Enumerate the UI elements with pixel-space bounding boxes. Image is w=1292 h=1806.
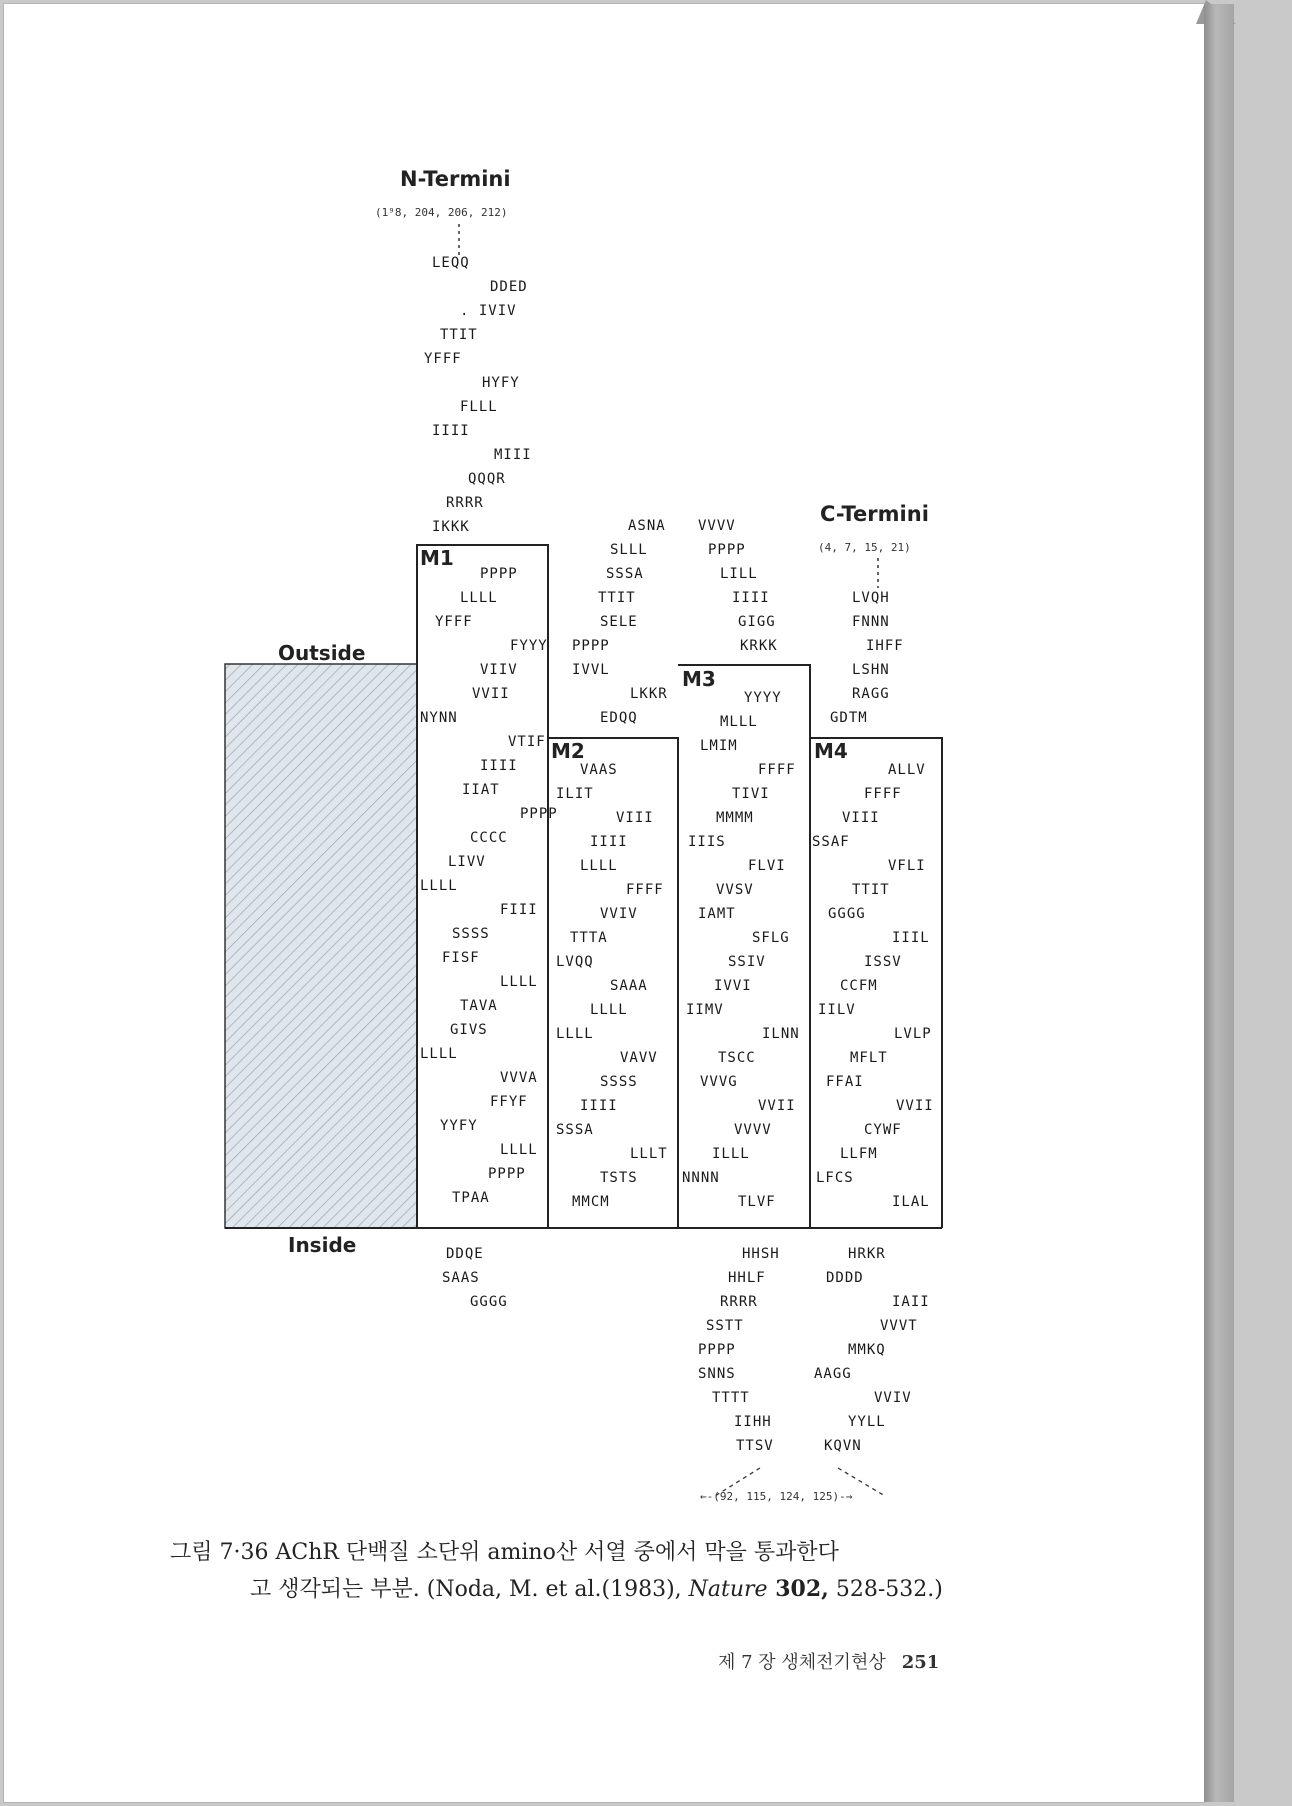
sequence-row: FFAI xyxy=(826,1074,864,1090)
sequence-row: IKKK xyxy=(432,519,470,535)
sequence-row: LVLP xyxy=(894,1026,932,1042)
sequence-row: FYYY xyxy=(510,638,548,654)
sequence-row: LMIM xyxy=(700,738,738,754)
caption-line-2-text: 고 생각되는 부분. (Noda, M. et al.(1983), xyxy=(250,1577,689,1602)
sequence-row: LLLL xyxy=(580,858,618,874)
caption-volume: 302, xyxy=(767,1576,829,1602)
sequence-row: IAII xyxy=(892,1294,930,1310)
sequence-row: ILAL xyxy=(892,1194,930,1210)
sequence-row: NNNN xyxy=(682,1170,720,1186)
sequence-row: . IVIV xyxy=(460,303,517,319)
segment-label-m1: M1 xyxy=(420,546,454,570)
segment-label-m3: M3 xyxy=(682,667,716,691)
sequence-row: MMMM xyxy=(716,810,754,826)
sequence-row: VTIF xyxy=(508,734,546,750)
sequence-row: RRRR xyxy=(446,495,484,511)
sequence-row: LILL xyxy=(720,566,758,582)
sequence-row: TSCC xyxy=(718,1050,756,1066)
sequence-row: LLLL xyxy=(500,1142,538,1158)
sequence-row: VVII xyxy=(896,1098,934,1114)
page-number: 251 xyxy=(901,1652,940,1673)
sequence-row: FFFF xyxy=(626,882,664,898)
sequence-row: FIII xyxy=(500,902,538,918)
caption-line-1: 그림 7·36 AChR 단백질 소단위 amino산 서열 중에서 막을 통과한다 xyxy=(170,1540,839,1565)
sequence-row: LLLL xyxy=(556,1026,594,1042)
sequence-row: CYWF xyxy=(864,1122,902,1138)
sequence-row: NYNN xyxy=(420,710,458,726)
sequence-row: VIII xyxy=(616,810,654,826)
sequence-row: IIHH xyxy=(734,1414,772,1430)
caption-pages: 528-532.) xyxy=(828,1577,943,1602)
sequence-row: MMKQ xyxy=(848,1342,886,1358)
sequence-row: LLFM xyxy=(840,1146,878,1162)
sequence-row: LLLL xyxy=(590,1002,628,1018)
c-termini-title: C-Termini xyxy=(820,502,929,526)
sequence-row: IIMV xyxy=(686,1002,724,1018)
sequence-row: VVIV xyxy=(874,1390,912,1406)
sequence-row: TTTT xyxy=(712,1390,750,1406)
sequence-row: FFFF xyxy=(758,762,796,778)
sequence-row: TTSV xyxy=(736,1438,774,1454)
sequence-row: CCFM xyxy=(840,978,878,994)
sequence-row: SSTT xyxy=(706,1318,744,1334)
sequence-row: LLLT xyxy=(630,1146,668,1162)
sequence-row: SSSS xyxy=(600,1074,638,1090)
sequence-row: VVVG xyxy=(700,1074,738,1090)
sequence-row: VIIV xyxy=(480,662,518,678)
sequence-row: ALLV xyxy=(888,762,926,778)
chapter-title: 제 7 장 생체전기현상 xyxy=(718,1652,886,1673)
sequence-row: VVVV xyxy=(698,518,736,534)
sequence-row: MLLL xyxy=(720,714,758,730)
sequence-row: HHSH xyxy=(742,1246,780,1262)
sequence-row: ASNA xyxy=(628,518,666,534)
sequence-row: VVSV xyxy=(716,882,754,898)
outside-label: Outside xyxy=(278,641,366,665)
sequence-row: LFCS xyxy=(816,1170,854,1186)
sequence-row: LVQQ xyxy=(556,954,594,970)
caption-line-2 xyxy=(170,1571,1070,1608)
sequence-row: VIII xyxy=(842,810,880,826)
sequence-row: SLLL xyxy=(610,542,648,558)
sequence-row: CCCC xyxy=(470,830,508,846)
sequence-row: PPPP xyxy=(572,638,610,654)
m4-inside-sequence xyxy=(814,1246,930,1454)
sequence-row: SELE xyxy=(600,614,638,630)
sequence-row: VFLI xyxy=(888,858,926,874)
sequence-row: TSTS xyxy=(600,1170,638,1186)
sequence-row: LIVV xyxy=(448,854,486,870)
sequence-row: TPAA xyxy=(452,1190,490,1206)
sequence-row: TLVF xyxy=(738,1194,776,1210)
sequence-row: IIII xyxy=(580,1098,618,1114)
sequence-row: IVVI xyxy=(714,978,752,994)
sequence-row: SAAA xyxy=(610,978,648,994)
sequence-row: IIIS xyxy=(688,834,726,850)
sequence-row: AAGG xyxy=(814,1366,852,1382)
sequence-row: DDQE xyxy=(446,1246,484,1262)
sequence-row: LEQQ xyxy=(432,255,470,271)
sequence-row: YYLL xyxy=(848,1414,886,1430)
m3-sequence xyxy=(682,690,800,1210)
m2-outside-sequence xyxy=(572,518,668,726)
m3-box xyxy=(678,665,810,1228)
m3-outside-sequence xyxy=(698,518,778,654)
sequence-row: FFFF xyxy=(864,786,902,802)
sequence-row: VAAS xyxy=(580,762,618,778)
sequence-row: SFLG xyxy=(752,930,790,946)
sequence-row: HRKR xyxy=(848,1246,886,1262)
sequence-row: TTIT xyxy=(852,882,890,898)
sequence-row: LKKR xyxy=(630,686,668,702)
sequence-row: IILV xyxy=(818,1002,856,1018)
sequence-row: IIIL xyxy=(892,930,930,946)
sequence-row: VVVV xyxy=(734,1122,772,1138)
sequence-row: KQVN xyxy=(824,1438,862,1454)
c-termini-ref: (4, 7, 15, 21) xyxy=(818,541,911,554)
sequence-row: IHFF xyxy=(866,638,904,654)
sequence-row: VVVA xyxy=(500,1070,538,1086)
sequence-row: PPPP xyxy=(480,566,518,582)
sequence-row: TTTA xyxy=(570,930,608,946)
sequence-row: FFYF xyxy=(490,1094,528,1110)
sequence-row: DDED xyxy=(490,279,528,295)
sequence-row: FISF xyxy=(442,950,480,966)
sequence-row: PPPP xyxy=(488,1166,526,1182)
sequence-row: LLLL xyxy=(460,590,498,606)
sequence-row: HYFY xyxy=(482,375,520,391)
sequence-row: KRKK xyxy=(740,638,778,654)
sequence-row: MIII xyxy=(494,447,532,463)
sequence-row: MMCM xyxy=(572,1194,610,1210)
sequence-row: SNNS xyxy=(698,1366,736,1382)
sequence-row: TAVA xyxy=(460,998,498,1014)
n-termini-ref: (1⁹8, 204, 206, 212) xyxy=(375,206,508,219)
sequence-row: PPPP xyxy=(520,806,558,822)
m1-inside-sequence xyxy=(442,1246,508,1310)
sequence-row: MFLT xyxy=(850,1050,888,1066)
m2-sequence xyxy=(556,762,668,1210)
sequence-row: VVIV xyxy=(600,906,638,922)
sequence-row: VAVV xyxy=(620,1050,658,1066)
sequence-row: YYYY xyxy=(744,690,782,706)
sequence-row: ILIT xyxy=(556,786,594,802)
caption-journal: Nature xyxy=(688,1577,768,1602)
page-footer xyxy=(718,1648,939,1674)
sequence-row: ILLL xyxy=(712,1146,750,1162)
bottom-ref: ←-(92, 115, 124, 125)-→ xyxy=(700,1490,853,1503)
sequence-row: IIII xyxy=(480,758,518,774)
sequence-row: GGGG xyxy=(470,1294,508,1310)
sequence-row: SAAS xyxy=(442,1270,480,1286)
segment-label-m2: M2 xyxy=(551,739,585,763)
sequence-row: LLLL xyxy=(500,974,538,990)
sequence-row: PPPP xyxy=(708,542,746,558)
n-terminal-sequence xyxy=(424,255,532,535)
sequence-row: YFFF xyxy=(424,351,462,367)
sequence-row: TTIT xyxy=(440,327,478,343)
sequence-row: ISSV xyxy=(864,954,902,970)
sequence-row: HHLF xyxy=(728,1270,766,1286)
sequence-row: RRRR xyxy=(720,1294,758,1310)
sequence-row: VVII xyxy=(472,686,510,702)
sequence-row: LSHN xyxy=(852,662,890,678)
sequence-row: GDTM xyxy=(830,710,868,726)
segment-label-m4: M4 xyxy=(814,739,848,763)
c-terminal-sequence xyxy=(830,590,904,726)
sequence-row: FLLL xyxy=(460,399,498,415)
sequence-row: FNNN xyxy=(852,614,890,630)
sequence-row: YYFY xyxy=(440,1118,478,1134)
m1-sequence xyxy=(420,566,558,1206)
inside-label: Inside xyxy=(288,1233,357,1257)
sequence-row: GIVS xyxy=(450,1022,488,1038)
sequence-row: SSAF xyxy=(812,834,850,850)
sequence-row: YFFF xyxy=(435,614,473,630)
sequence-row: SSSS xyxy=(452,926,490,942)
sequence-row: IIII xyxy=(432,423,470,439)
sequence-row: VVII xyxy=(758,1098,796,1114)
sequence-row: TIVI xyxy=(732,786,770,802)
sequence-row: SSIV xyxy=(728,954,766,970)
sequence-row: QQQR xyxy=(468,471,506,487)
sequence-row: IAMT xyxy=(698,906,736,922)
sequence-row: GGGG xyxy=(828,906,866,922)
sequence-row: TTIT xyxy=(598,590,636,606)
sequence-row: SSSA xyxy=(606,566,644,582)
sequence-row: LLLL xyxy=(420,1046,458,1062)
sequence-row: FLVI xyxy=(748,858,786,874)
membrane-block xyxy=(225,664,417,1228)
figure-caption xyxy=(170,1535,1070,1608)
sequence-row: DDDD xyxy=(826,1270,864,1286)
m3-inside-sequence xyxy=(698,1246,780,1454)
sequence-row: IVVL xyxy=(572,662,610,678)
sequence-row: EDQQ xyxy=(600,710,638,726)
sequence-row: PPPP xyxy=(698,1342,736,1358)
sequence-row: SSSA xyxy=(556,1122,594,1138)
m4-sequence xyxy=(812,762,934,1210)
sequence-row: LLLL xyxy=(420,878,458,894)
n-termini-title: N-Termini xyxy=(400,167,511,191)
sequence-row: VVVT xyxy=(880,1318,918,1334)
sequence-row: ILNN xyxy=(762,1026,800,1042)
sequence-row: IIAT xyxy=(462,782,500,798)
sequence-row: IIII xyxy=(732,590,770,606)
sequence-row: RAGG xyxy=(852,686,890,702)
sequence-row: LVQH xyxy=(852,590,890,606)
sequence-row: IIII xyxy=(590,834,628,850)
sequence-row: GIGG xyxy=(738,614,776,630)
